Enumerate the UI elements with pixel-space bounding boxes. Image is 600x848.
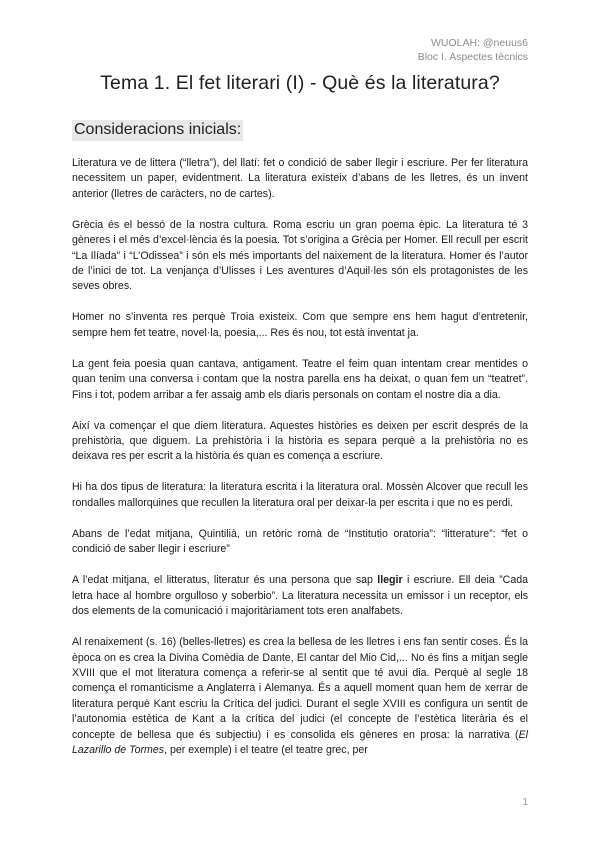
paragraph-8-bold: llegir [377,574,403,587]
paragraph-2: Grècia és el bessó de la nostra cultura. Roma escriu un gran poema èpic. La literatura té 3 gèneres i el més d’excel·lència és la poesia. Tot s’origina a Grècia per Homer. Ell recull per escrit “La Ilíada” i “L’Odissea” i són els més importants del naixement de la literatura. Homer és l’autor de l’inici de tot. La venjança d’Ulisses i Les aventures d’Aquil·les són els protagonistes de les seves obres. [72,218,528,293]
paragraph-1: Literatura ve de littera (“lletra”), del llatí: fet o condició de saber llegir i escriure. Per fer literatura necessitem un paper, evidentment. La literatura existeix d’abans de les lletres, és un invent anterior (lletres de caràcters, no de cartes). [72,157,528,200]
page-header [418,36,528,64]
header-author: WUOLAH: @neuus6 [430,37,528,49]
paragraph-5: Així va començar el que diem literatura. Aquestes històries es deixen per escrit després de la prehistòria, que diguem. La prehistòria i la història es separa perquè a la prehistòria no es deixava res per escrit a la història és quan es comença a escriure. [72,419,528,463]
paragraph-4: La gent feia poesia quan cantava, antigament. Teatre el feim quan intentam crear mentides o quan tenim una conversa i contam que la nostra parella ens ha deixat, o quan fem un “teatret”. Fins i tot, podem arribar a fer assaig amb els diaris personals on contam el nostre dia a dia. [72,357,528,401]
paragraph-7: Abans de l’edat mitjana, Quintilià, un retòric romà de “Institutio oratoria”: “litterature”: “fet o condició de saber llegir i escriure” [72,527,528,556]
header-section: Bloc I. Aspectes tècnics [417,51,528,63]
paragraph-9-text-a: Al renaixement (s. 16) (belles-lletres) es crea la bellesa de les lletres i ens fan sentir coses. És la època on es crea la Divina Comèdia de Dante, El cantar del Mio Cid,... No és fins a mitjan segle XVIII que el mot literatura comença a referir-se al sentit que té avui dia. Perquè al segle 18 comença el romanticisme a Anglaterra i Alemanya. És a aquell moment quan hem de xerrar de literatura perquè Kant escriu la Crítica del judici. Durant el segle XVIII es configura un sentit de l’autonomia estètica de Kant a la crítica del judici (el concepte de l’estètica literària és el concepte de bellesa que és subjectiu) i es consolida els gèneres en prosa: la narrativa ( [72,636,528,741]
section-heading: Consideracions inicials: [72,120,243,141]
page-number: 1 [522,797,528,808]
paragraph-3: Homer no s’inventa res perquè Troia existeix. Com que sempre ens hem hagut d’entretenir, sempre hem fet teatre, novel·la, poesia,... Res és nou, tot està inventat ja. [72,311,528,339]
page-title: Tema 1. El fet literari (I) - Què és la literatura? [100,72,500,94]
paragraph-9-italic: El Lazarillo de Tormes [72,728,528,756]
paragraph-9 [72,635,528,758]
document-body [72,156,528,774]
paragraph-8 [72,573,528,619]
paragraph-9-text-b: , per exemple) i el teatre (el teatre grec, per [164,743,368,756]
paragraph-6: Hi ha dos tipus de literatura: la literatura escrita i la literatura oral. Mossèn Alcover que recull les rondalles mallorquines que recullen la literatura oral per deixar-la per escrita i que no es perdi. [72,481,528,509]
paragraph-8-text-a: A l’edat mitjana, el litteratus, literatur és una persona que sap [72,574,378,587]
paragraph-8-text-b: i escriure. Ell deia ”Cada letra hace al hombre orgulloso y soberbio”. La literatura necessita un emissor i un receptor, els dos elements de la comunicació i majoritàriament tots eren analfabets. [72,574,528,618]
